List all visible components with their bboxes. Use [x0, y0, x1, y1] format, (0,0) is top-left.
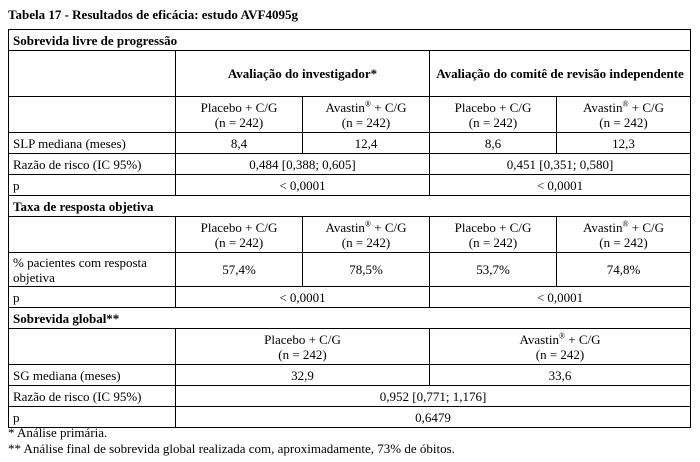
cell-value: 53,7%: [430, 253, 557, 287]
section-title-orr: Taxa de resposta objetiva: [9, 196, 691, 217]
footnotes: [8, 425, 455, 457]
section-row-pfs: [9, 30, 691, 51]
cell-value: < 0,0001: [430, 175, 691, 196]
arm-placebo: Placebo + C/G (n = 242): [430, 97, 557, 133]
arm-placebo: Placebo + C/G (n = 242): [430, 217, 557, 253]
cell-value: 8,6: [430, 133, 557, 154]
arm-avastin: Avastin® + C/G (n = 242): [303, 97, 430, 133]
arm-avastin: Avastin® + C/G (n = 242): [430, 329, 691, 365]
cell-value: 12,3: [557, 133, 691, 154]
footnote-primary: * Análise primária.: [8, 425, 108, 440]
table-row: [9, 154, 691, 175]
table-row: [9, 365, 691, 386]
section-title-os: Sobrevida global**: [9, 308, 691, 329]
cell-value: 74,8%: [557, 253, 691, 287]
table-row: [9, 287, 691, 308]
cell-value: 78,5%: [303, 253, 430, 287]
section-row-orr: [9, 196, 691, 217]
row-label: SLP mediana (meses): [9, 133, 176, 154]
cell-value: 32,9: [176, 365, 430, 386]
arm-placebo: Placebo + C/G (n = 242): [176, 329, 430, 365]
row-label: Razão de risco (IC 95%): [9, 154, 176, 175]
subheader-row-arms: [9, 329, 691, 365]
cell-value: 0,484 [0,388; 0,605]: [176, 154, 430, 175]
cell-value: 12,4: [303, 133, 430, 154]
table-row: [9, 386, 691, 407]
cell-value: < 0,0001: [430, 287, 691, 308]
subheader-row-arms: [9, 97, 691, 133]
efficacy-table: [8, 29, 691, 428]
section-title-pfs: Sobrevida livre de progressão: [9, 30, 691, 51]
header-committee: Avaliação do comitê de revisão independente: [430, 51, 691, 97]
header-row-assessment: [9, 51, 691, 97]
cell-value: 0,451 [0,351; 0,580]: [430, 154, 691, 175]
cell-value: 33,6: [430, 365, 691, 386]
cell-value: < 0,0001: [176, 287, 430, 308]
cell-value: < 0,0001: [176, 175, 430, 196]
table-row: [9, 133, 691, 154]
cell-value: 8,4: [176, 133, 303, 154]
table-title: Tabela 17 - Resultados de eficácia: estudo AVF4095g: [8, 7, 298, 22]
arm-avastin: Avastin® + C/G (n = 242): [303, 217, 430, 253]
arm-avastin: Avastin® + C/G (n = 242): [557, 97, 691, 133]
row-label: p: [9, 407, 176, 428]
section-row-os: [9, 308, 691, 329]
header-investigator: Avaliação do investigador*: [176, 51, 430, 97]
row-label: p: [9, 287, 176, 308]
table-row: [9, 175, 691, 196]
cell-value: 57,4%: [176, 253, 303, 287]
row-label: Razão de risco (IC 95%): [9, 386, 176, 407]
cell-value: 0,952 [0,771; 1,176]: [176, 386, 691, 407]
footnote-os: ** Análise final de sobrevida global realizada com, aproximadamente, 73% de óbitos.: [8, 441, 455, 456]
row-label: SG mediana (meses): [9, 365, 176, 386]
arm-placebo: Placebo + C/G (n = 242): [176, 217, 303, 253]
cell-value: 0,6479: [176, 407, 691, 428]
table-row: [9, 253, 691, 287]
arm-avastin: Avastin® + C/G (n = 242): [557, 217, 691, 253]
subheader-row-arms: [9, 217, 691, 253]
row-label: p: [9, 175, 176, 196]
arm-placebo: Placebo + C/G (n = 242): [176, 97, 303, 133]
row-label: % pacientes com resposta objetiva: [9, 253, 176, 287]
